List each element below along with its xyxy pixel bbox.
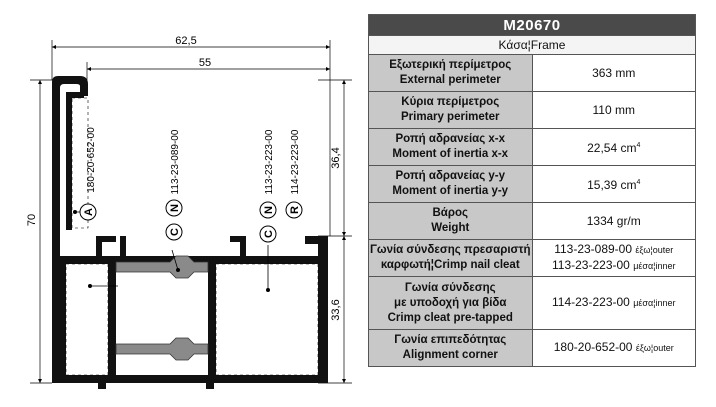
callout-letter-c1: C xyxy=(169,228,181,236)
value-text: 22,54 cm xyxy=(587,141,637,155)
label-english: Moment of inertia x-x xyxy=(392,148,509,160)
alignment-code: 180-20-652-00 xyxy=(553,340,633,354)
spec-row xyxy=(369,203,696,240)
cleat-code: 113-23-223-00 xyxy=(552,258,630,272)
thermal-break xyxy=(116,256,208,360)
label-english: Alignment corner xyxy=(402,349,498,361)
callout-letter-r: R xyxy=(289,206,301,214)
spec-label xyxy=(369,166,533,203)
spec-label xyxy=(369,203,533,240)
cleat-code: 114-23-223-00 xyxy=(552,295,630,309)
value-exponent: 4 xyxy=(636,179,641,186)
spec-table xyxy=(368,14,696,367)
spec-label xyxy=(369,129,533,166)
dimension-lines xyxy=(30,40,352,383)
spec-label xyxy=(369,240,533,277)
spec-row xyxy=(369,92,696,129)
alignment-note: έξω¦outer xyxy=(635,343,674,353)
callout-code-113-23-089-00: 113-23-089-00 xyxy=(170,129,181,195)
callout-letter-n2: N xyxy=(263,206,275,214)
callout-code-114-23-223-00: 114-23-223-00 xyxy=(290,129,301,195)
cleat-code: 113-23-089-00 xyxy=(554,242,633,256)
spec-row xyxy=(369,129,696,166)
spec-label xyxy=(369,330,533,367)
spec-value xyxy=(532,330,696,367)
spec-value xyxy=(532,166,696,203)
spec-row-nail-cleat xyxy=(369,240,696,277)
callout-code-113-23-223-00: 113-23-223-00 xyxy=(264,129,275,195)
label-line-1: Γωνία σύνδεσης xyxy=(404,281,496,294)
profile-code: M20670 xyxy=(369,15,696,36)
cleat-item xyxy=(533,242,696,258)
spec-value: 110 mm xyxy=(532,92,696,129)
callout-letter-a: A xyxy=(83,208,95,216)
profile-type: Κάσα¦Frame xyxy=(369,36,696,55)
label-greek: Κύρια περίμετρος xyxy=(401,96,500,108)
cleat-note: έξω¦outer xyxy=(635,245,674,255)
label-line-2: καρφωτή¦Crimp nail cleat xyxy=(380,259,520,271)
leader-lines xyxy=(75,212,268,290)
spec-label xyxy=(369,277,533,330)
label-line-3: Crimp cleat pre-tapped xyxy=(387,311,513,324)
spec-value: 363 mm xyxy=(532,55,696,92)
spec-value xyxy=(532,277,696,330)
value-exponent: 4 xyxy=(636,142,641,149)
spec-value xyxy=(532,240,696,277)
cleat-note: μέσα¦inner xyxy=(633,261,676,271)
label-greek: Βάρος xyxy=(432,207,468,219)
label-english: External perimeter xyxy=(399,74,501,86)
label-greek: Ροπή αδρανείας y-y xyxy=(395,170,506,182)
callout-letter-n1: N xyxy=(169,204,181,212)
cleat-item xyxy=(533,258,696,274)
spec-value: 1334 gr/m xyxy=(532,203,696,240)
spec-row xyxy=(369,166,696,203)
spec-value xyxy=(532,129,696,166)
dim-inner-width: 55 xyxy=(198,57,212,69)
dim-upper-height: 36,4 xyxy=(330,147,342,169)
dim-overall-height: 70 xyxy=(26,213,38,227)
dim-lower-height: 33,6 xyxy=(330,299,342,321)
callout-code-180-20-652-00: 180-20-652-00 xyxy=(86,127,97,193)
label-english: Weight xyxy=(431,222,470,234)
label-english: Moment of inertia y-y xyxy=(392,185,509,197)
label-english: Primary perimeter xyxy=(401,111,500,123)
spec-label xyxy=(369,92,533,129)
spec-row xyxy=(369,55,696,92)
label-greek: Ροπή αδρανείας x-x xyxy=(395,133,506,145)
label-line-1: Γωνία σύνδεσης πρεσαριστή xyxy=(369,244,531,256)
spec-label xyxy=(369,55,533,92)
cleat-note: μέσα¦inner xyxy=(633,298,676,308)
value-text: 15,39 cm xyxy=(587,178,637,192)
label-line-2: με υποδοχή για βίδα xyxy=(394,296,507,309)
spec-row-alignment xyxy=(369,330,696,367)
spec-row-pretapped-cleat xyxy=(369,277,696,330)
callout-letter-c2: C xyxy=(263,230,275,238)
dim-overall-width: 62,5 xyxy=(175,35,197,47)
label-greek: Εξωτερική περίμετρος xyxy=(389,59,512,71)
label-greek: Γωνία επιπεδότητας xyxy=(394,334,507,346)
